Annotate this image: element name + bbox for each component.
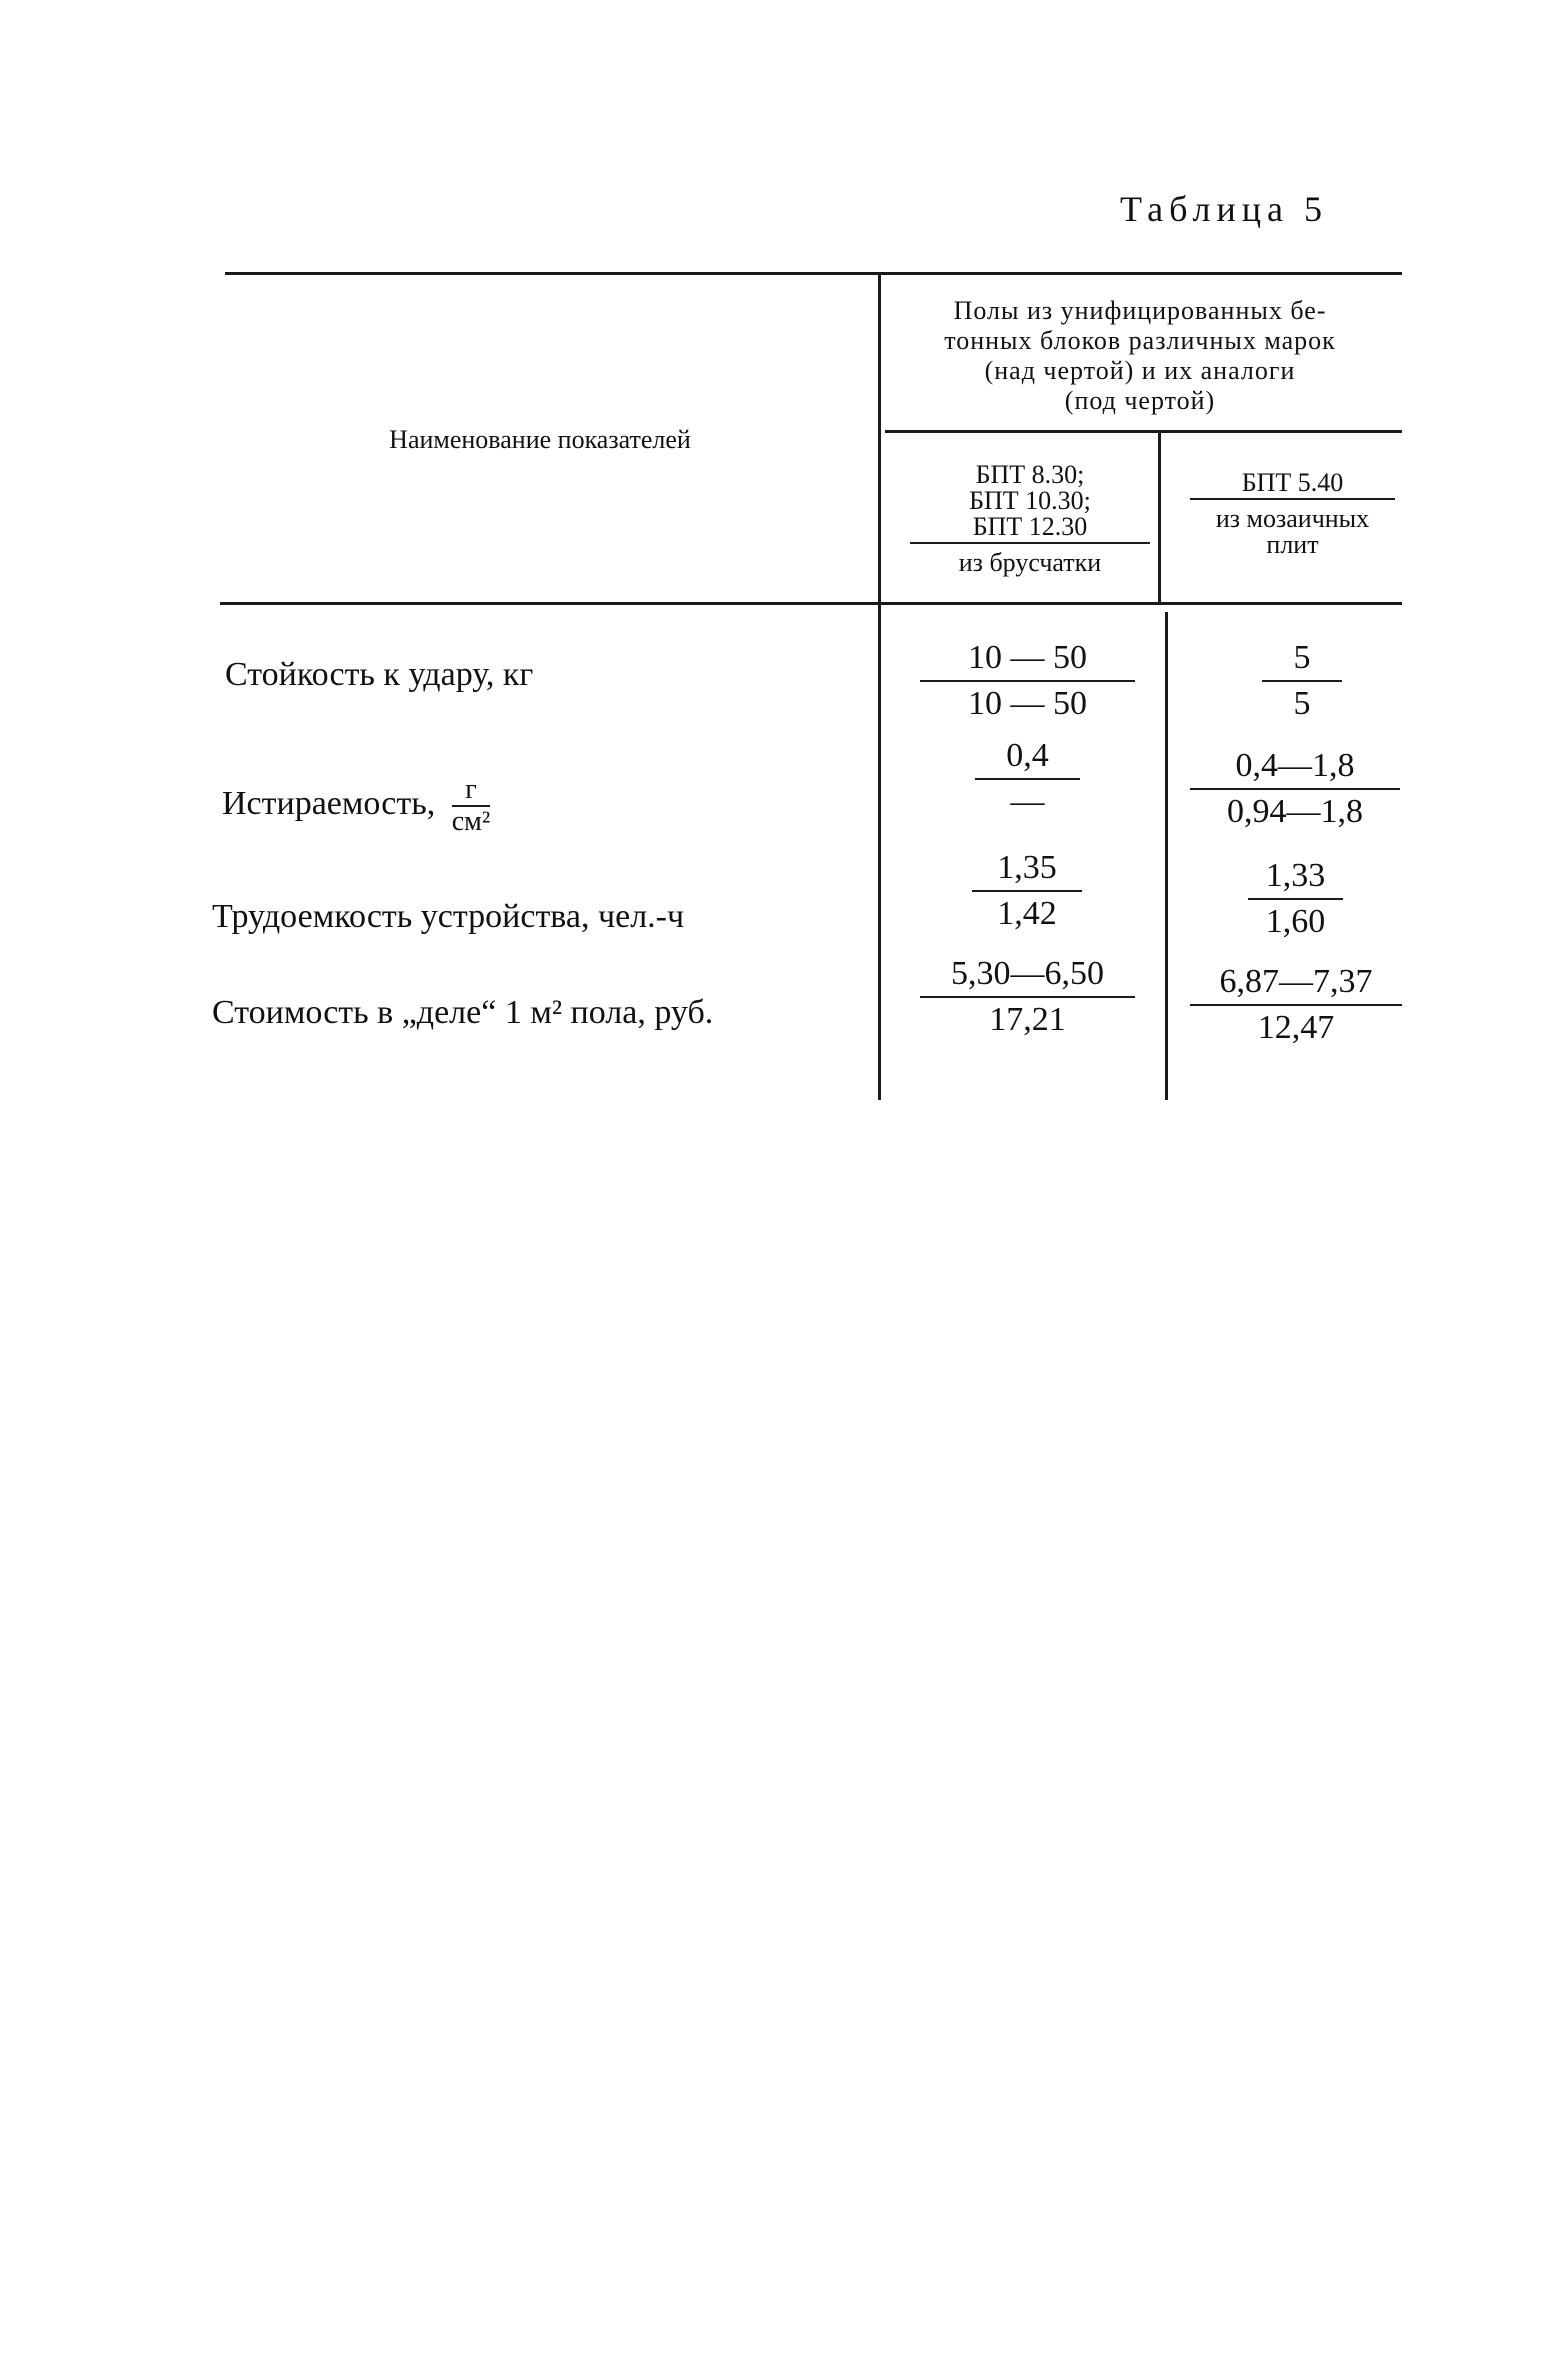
cell-num: 10 — 50 — [968, 639, 1087, 676]
row-label — [222, 775, 490, 837]
cell-num: 1,35 — [997, 849, 1057, 886]
row-label-text: Истираемость, — [222, 784, 436, 822]
header-bottom-rule — [220, 602, 1402, 605]
cell-col1 — [920, 954, 1135, 1040]
cell-num: 6,87—7,37 — [1219, 963, 1373, 1000]
cell-den: 0,94—1,8 — [1227, 793, 1363, 830]
cell-bar — [1248, 898, 1343, 900]
cell-bar — [972, 890, 1082, 892]
cell-bar — [975, 778, 1080, 780]
header-column-2-analog: из мозаичных плит — [1215, 504, 1370, 559]
cell-col1 — [972, 848, 1082, 934]
unit-num: г — [465, 774, 477, 805]
cell-num: 5,30—6,50 — [951, 955, 1104, 992]
cell-num: 1,33 — [1265, 857, 1326, 894]
top-rule — [225, 272, 1402, 275]
cell-den: 17,21 — [989, 1001, 1066, 1038]
cell-bar — [920, 680, 1135, 682]
header-column-2-bar — [1190, 498, 1395, 500]
column-divider-sub — [1158, 430, 1161, 602]
cell-den: — — [1010, 783, 1045, 820]
table-caption: Таблица 5 — [1120, 189, 1328, 229]
header-column-1-analog: из брусчатки — [958, 548, 1102, 577]
cell-den: 1,60 — [1265, 903, 1326, 940]
cell-num: 0,4—1,8 — [1235, 747, 1355, 784]
row-label: Трудоемкость устройства, чел.-ч — [212, 898, 685, 935]
cell-col2 — [1262, 638, 1342, 724]
cell-den: 12,47 — [1257, 1009, 1335, 1046]
unit-den: см² — [451, 806, 491, 837]
row-label: Стойкость к удару, кг — [225, 656, 534, 693]
cell-col2 — [1190, 746, 1400, 832]
header-column-1-brands: БПТ 8.30; БПТ 10.30; БПТ 12.30 — [969, 460, 1091, 541]
cell-col1 — [975, 736, 1080, 822]
cell-num: 0,4 — [1006, 737, 1049, 774]
header-column-2-brands: БПТ 5.40 — [1241, 468, 1344, 497]
row-label: Стоимость в „деле“ 1 м² пола, руб. — [212, 994, 714, 1031]
cell-col2 — [1190, 962, 1402, 1048]
header-group-title: Полы из унифицированных бе- тонных блоков различных марок (над чертой) и их аналоги (под чертой) — [944, 296, 1336, 415]
cell-bar — [920, 996, 1135, 998]
cell-bar — [1190, 1004, 1402, 1006]
group-rule — [885, 430, 1402, 433]
unit-fraction — [452, 775, 491, 837]
header-column-2 — [1190, 470, 1395, 558]
header-indicator-name: Наименование показателей — [389, 425, 691, 454]
cell-den: 1,42 — [997, 895, 1057, 932]
cell-col2 — [1248, 856, 1343, 942]
cell-col1 — [920, 638, 1135, 724]
column-divider-body — [1165, 612, 1168, 1100]
header-column-1-bar — [910, 542, 1150, 544]
header-column-1 — [910, 462, 1150, 576]
cell-num: 5 — [1293, 639, 1311, 676]
cell-den: 10 — 50 — [968, 685, 1087, 722]
cell-bar — [1190, 788, 1400, 790]
cell-den: 5 — [1293, 685, 1311, 722]
cell-bar — [1262, 680, 1342, 682]
